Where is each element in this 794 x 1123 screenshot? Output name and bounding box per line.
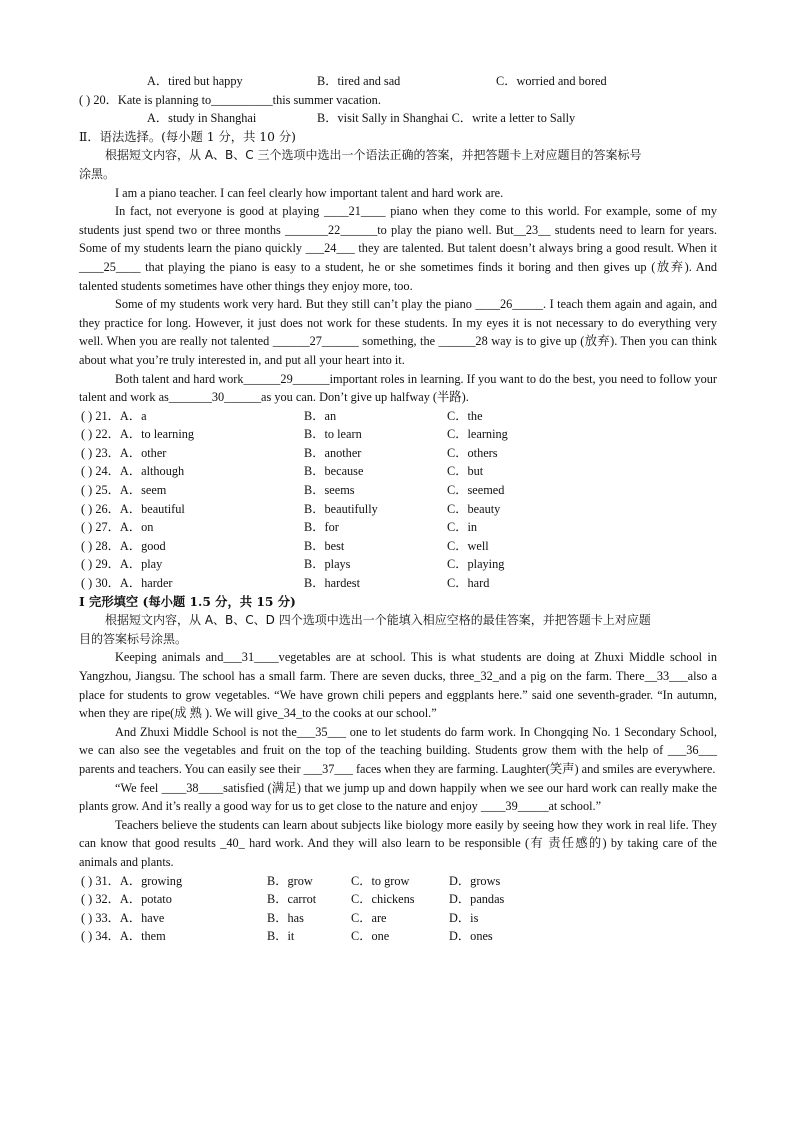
option-b: B．best (304, 538, 345, 553)
question-num-a: ( ) 23．A．other (81, 445, 167, 460)
option-c: C．to grow (351, 873, 410, 888)
question-row (79, 407, 717, 426)
q19-option-c: C．worried and bored (496, 74, 607, 88)
section3-instruction-2: 目的答案标号涂黑。 (79, 631, 188, 646)
question-row (79, 872, 717, 891)
question-num-a: ( ) 22．A．to learning (81, 427, 195, 442)
section3-heading: I 完形填空 (每小题 1.5 分，共 15 分) (79, 593, 296, 609)
q19-option-a: A．tired but happy (147, 74, 243, 88)
question-row (79, 425, 717, 444)
question-num-a: ( ) 27．A．on (81, 520, 154, 535)
exam-page (79, 72, 717, 946)
option-c: C．others (447, 445, 498, 460)
question-num-a: ( ) 21．A．a (81, 408, 147, 423)
option-b: B．an (304, 408, 337, 423)
option-d: D．ones (449, 929, 493, 944)
option-b: B．carrot (267, 892, 317, 907)
option-b: B．has (267, 910, 304, 925)
section2-heading: Ⅱ．语法选择。(每小题 1 分，共 10 分) (79, 129, 296, 144)
option-c: C．learning (447, 427, 508, 442)
option-d: D．pandas (449, 892, 505, 907)
section3-question-list (79, 872, 717, 946)
option-c: C．chickens (351, 892, 415, 907)
section3-paragraph-2: And Zhuxi Middle School is not the___35___ one to let students do farm work. In Chongqing No. 1 Secondary School, we can also see the vegetables and fruit on the top of the teaching building. Students grow them with the help of ___36___ parents and teachers. You can easily see their ___37___ faces when they are farming. Laughter(笑声) and smiles are everywhere. (79, 724, 717, 776)
section2-paragraph-3: Some of my students work very hard. But they still can’t play the piano ____26_____. I teach them again and again, and they practice for long. However, it just does not work for these students. In my eyes it is not necessary to do everything very well. When you are really not talented ______27______ something, the ______28 way is to give up (放弃). Then you can think about what you’re truly interested in, and put all your heart into it. (79, 297, 717, 367)
question-row (79, 537, 717, 556)
option-c: C．hard (447, 576, 490, 591)
section2-paragraph-4: Both talent and hard work______29______important roles in learning. If you want to do the best, you need to follow your talent and work as_______30______as you can. Don’t give up halfway (半路). (79, 371, 717, 405)
question-row (79, 444, 717, 463)
question-row (79, 481, 717, 500)
option-b: B．grow (267, 873, 313, 888)
section3-instruction-1: 根据短文内容，从 A、B、C、D 四个选项中选出一个能填入相应空格的最佳答案，并把答题卡上对应题 (105, 613, 651, 628)
option-b: B．to learn (304, 427, 362, 442)
question-row (79, 890, 717, 909)
section2-instruction-1: 根据短文内容，从 A、B、C 三个选项中选出一个语法正确的答案，并把答题卡上对应题目的答案标号 (105, 148, 642, 163)
section2-question-list (79, 407, 717, 593)
option-c: C．the (447, 408, 483, 423)
option-b: B．it (267, 929, 295, 944)
question-row (79, 555, 717, 574)
option-b: B．for (304, 520, 339, 535)
question-num-a: ( ) 26．A．beautiful (81, 501, 185, 516)
question-num-a: ( ) 30．A．harder (81, 576, 173, 591)
section2-paragraph-1: I am a piano teacher. I can feel clearly how important talent and hard work are. (115, 185, 504, 200)
q20-option-bc: B．visit Sally in Shanghai C．write a letter to Sally (317, 111, 576, 126)
option-c: C．seemed (447, 483, 505, 498)
question-row (79, 909, 717, 928)
option-d: D．grows (449, 873, 501, 888)
option-c: C．well (447, 538, 489, 553)
option-b: B．seems (304, 483, 355, 498)
option-b: B．hardest (304, 576, 361, 591)
question-num-a: ( ) 31．A．growing (81, 873, 183, 888)
option-b: B．because (304, 464, 364, 479)
question-num-a: ( ) 34．A．them (81, 929, 166, 944)
q19-option-b: B．tired and sad (317, 74, 401, 88)
q20-options (79, 109, 717, 128)
question-row (79, 462, 717, 481)
option-d: D．is (449, 910, 479, 925)
question-num-a: ( ) 33．A．have (81, 910, 165, 925)
question-num-a: ( ) 25．A．seem (81, 483, 167, 498)
option-c: C．in (447, 520, 478, 535)
question-num-a: ( ) 29．A．play (81, 557, 163, 572)
q20-option-a: A．study in Shanghai (147, 111, 257, 126)
section3-paragraph-4: Teachers believe the students can learn about subjects like biology more easily by seeing how they work in real life. They can know that good results _40_ hard work. And they will also learn to be responsible (有 责任感的) by taking care of the animals and plants. (79, 817, 717, 869)
q19-options (79, 72, 717, 91)
q20-stem: ( ) 20．Kate is planning to__________this summer vacation. (79, 92, 381, 107)
option-c: C．beauty (447, 501, 501, 516)
question-row (79, 518, 717, 537)
option-b: B．beautifully (304, 501, 378, 516)
option-c: C．are (351, 910, 387, 925)
question-row (79, 927, 717, 946)
option-c: C．but (447, 464, 484, 479)
option-b: B．plays (304, 557, 351, 572)
question-row (79, 500, 717, 519)
question-num-a: ( ) 28．A．good (81, 538, 166, 553)
question-num-a: ( ) 32．A．potato (81, 892, 172, 907)
option-c: C．one (351, 929, 390, 944)
section3-paragraph-3: “We feel ____38____satisfied (满足) that we jump up and down happily when we see our hard work can really make the plants grow. And it’s really a good way for us to get close to the nature and enjoy ____39_____at school.” (79, 780, 717, 814)
option-c: C．playing (447, 557, 505, 572)
section2-paragraph-2: In fact, not everyone is good at playing ____21____ piano when they come to this world. For example, some of my students just spend two or three months _______22______to play the piano well. But__23__ students need to learn for years. Some of my students learn the piano quickly ___24___ they are talented. But talent doesn’t always bring a good result. When it ____25____ that playing the piano is easy to a student, he or she sometimes finds it boring and then gives up (放弃). And talented students sometimes have other things they enjoy more, too. (79, 204, 717, 293)
question-num-a: ( ) 24．A．although (81, 464, 185, 479)
section2-instruction-2: 涂黑。 (79, 166, 116, 181)
question-row (79, 574, 717, 593)
option-b: B．another (304, 445, 362, 460)
section3-paragraph-1: Keeping animals and___31____vegetables are at school. This is what students are doing at Zhuxi Middle school in Yangzhou, Jiangsu. The school has a small farm. There are seven ducks, three_32_and a pig on the farm. There__33___also a place for students to grow vegetables. “We have grown chili pepers and eggplants here.” said one seventh-grader. “In autumn, when they are ripe(成 熟 ). We will give_34_to the cooks at our school.” (79, 650, 717, 721)
